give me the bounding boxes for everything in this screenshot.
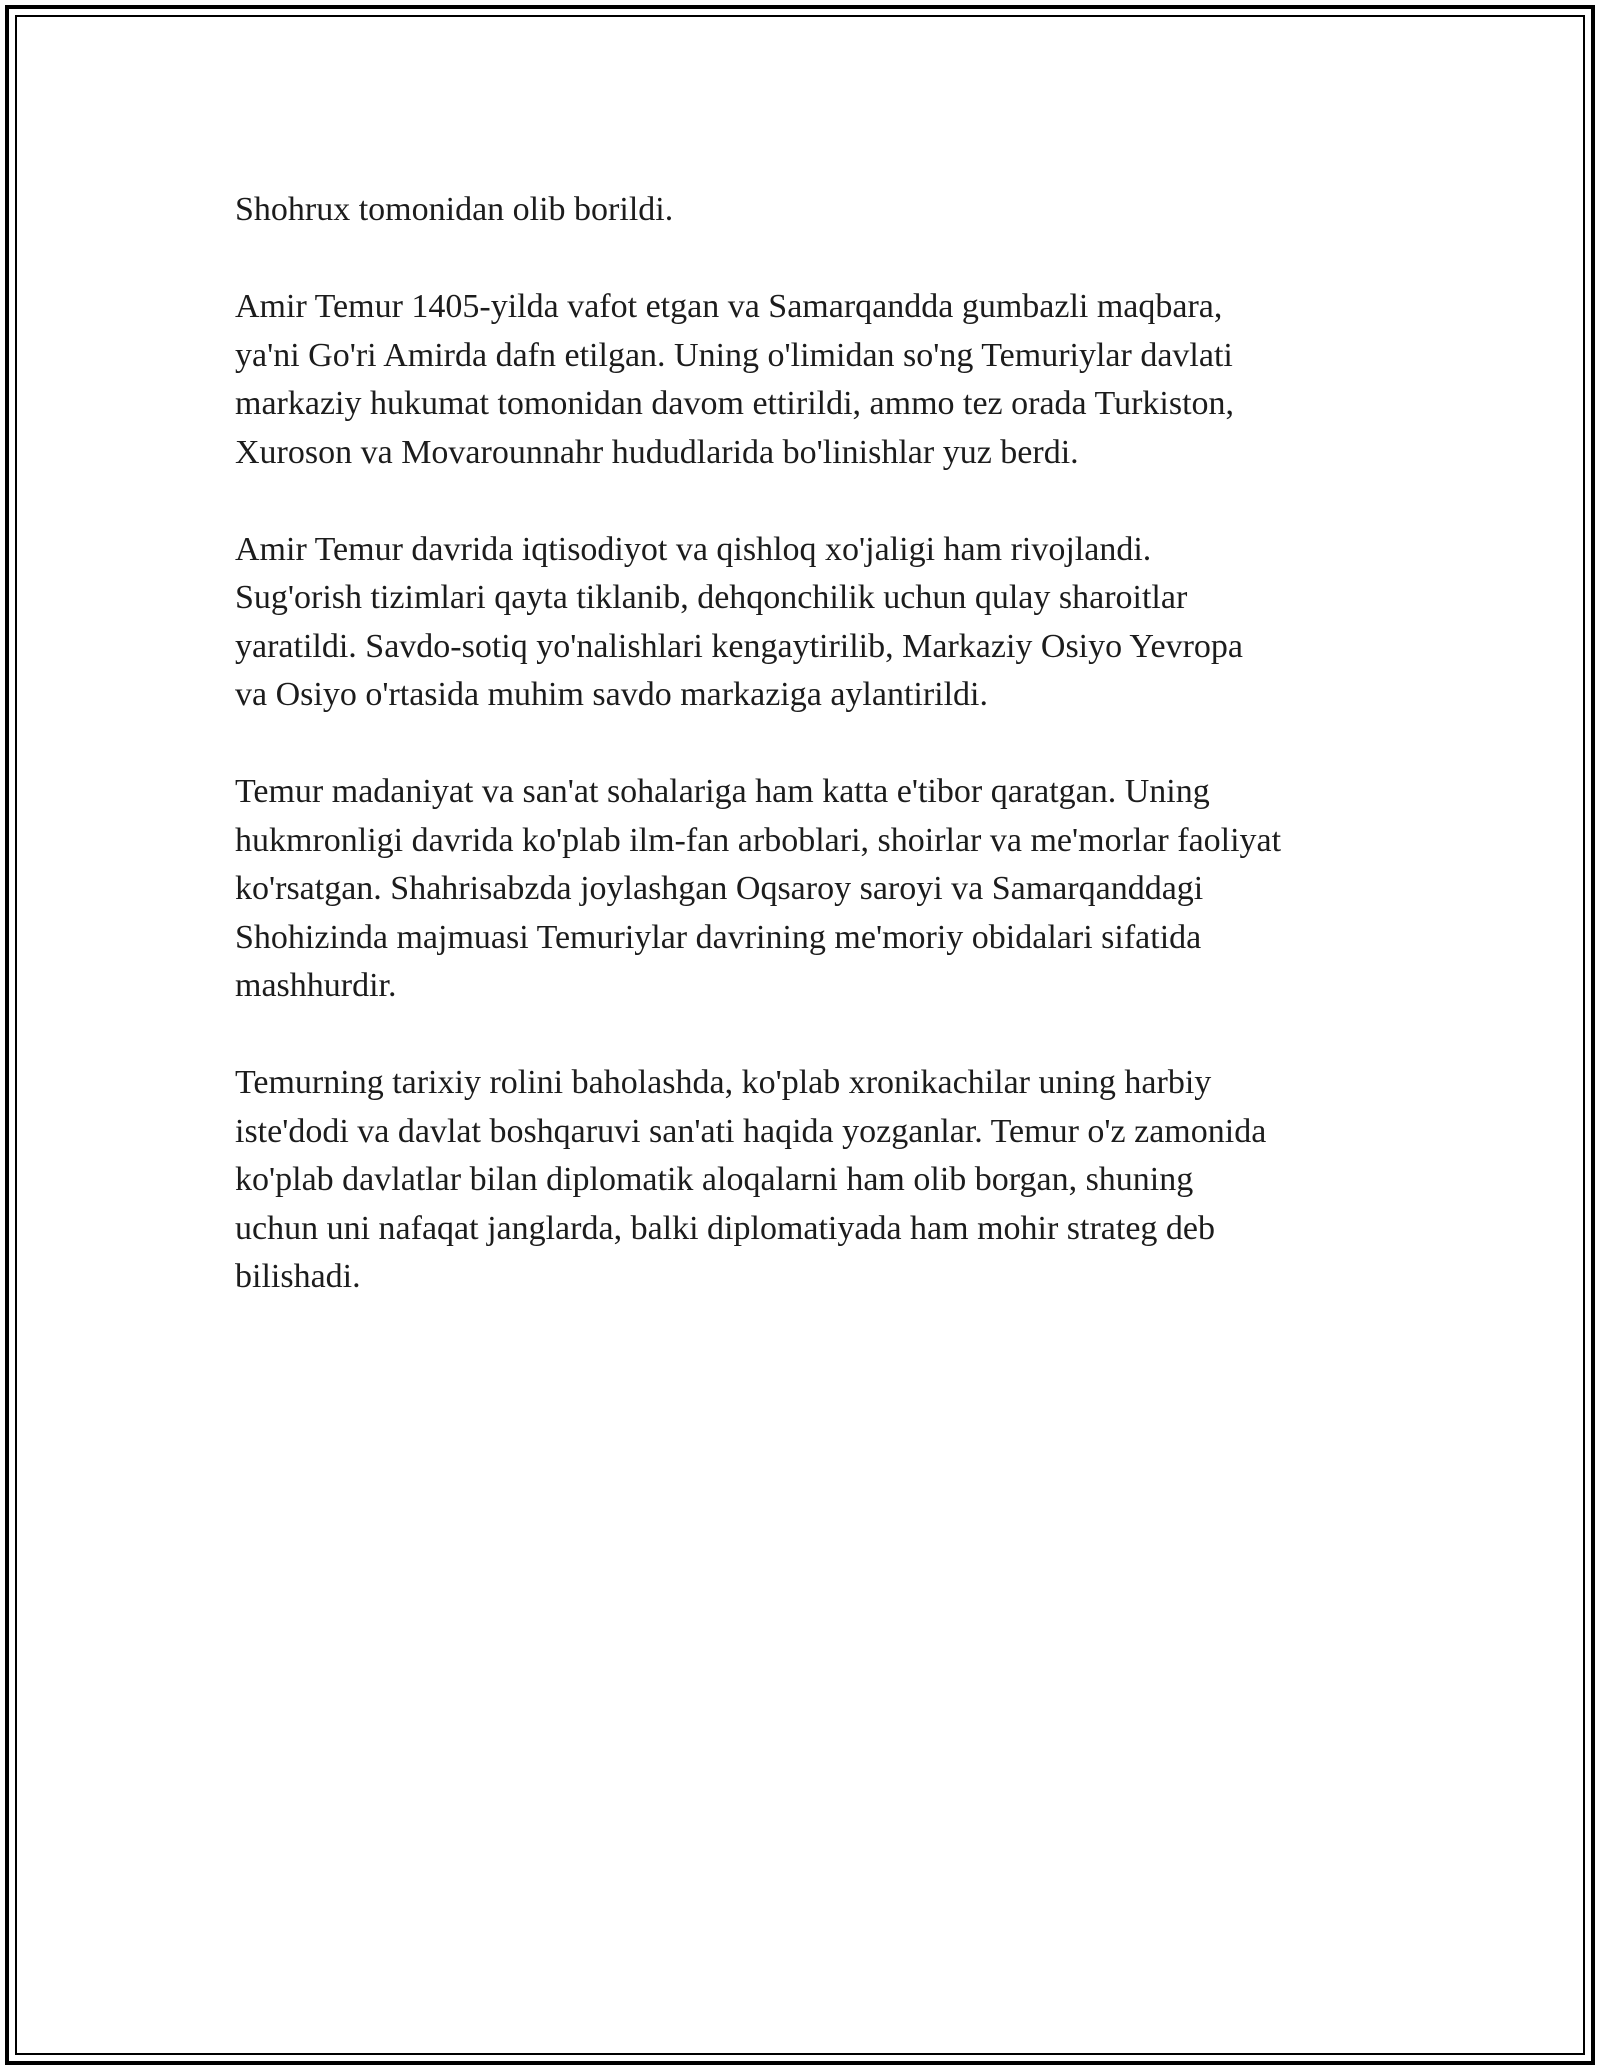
text-line: ko'plab davlatlar bilan diplomatik aloqalarni ham olib borgan, shuning bbox=[235, 1161, 1194, 1198]
text-line: Amir Temur davrida iqtisodiyot va qishloq xo'jaligi ham rivojlandi. bbox=[235, 530, 1152, 568]
text-line: yaratildi. Savdo-sotiq yo'nalishlari kengaytirilib, Markaziy Osiyo Yevropa bbox=[235, 627, 1244, 665]
text-line: mashhurdir. bbox=[235, 967, 397, 1004]
text-line: Shohizinda majmuasi Temuriylar davrining me'moriy obidalari sifatida bbox=[235, 918, 1202, 956]
paragraph-1 bbox=[235, 186, 1385, 235]
text-line: Temur madaniyat va san'at sohalariga ham katta e'tibor qaratgan. Uning bbox=[235, 773, 1210, 810]
paragraph-4 bbox=[235, 768, 1385, 1011]
text-line: bilishadi. bbox=[235, 1258, 361, 1295]
paragraph-2 bbox=[235, 283, 1385, 477]
text-line: ko'rsatgan. Shahrisabzda joylashgan Oqsaroy saroyi va Samarqanddagi bbox=[235, 870, 1204, 907]
paragraph-5 bbox=[235, 1059, 1385, 1302]
text-line: Amir Temur 1405-yilda vafot etgan va Samarqandda gumbazli maqbara, bbox=[235, 288, 1223, 325]
text-line: va Osiyo o'rtasida muhim savdo markaziga aylantirildi. bbox=[235, 676, 988, 713]
text-line: markaziy hukumat tomonidan davom ettirildi, ammo tez orada Turkiston, bbox=[235, 385, 1235, 422]
text-line: uchun uni nafaqat janglarda, balki diplomatiyada ham mohir strateg deb bbox=[235, 1209, 1216, 1247]
text-line: Temurning tarixiy rolini baholashda, ko'plab xronikachilar uning harbiy bbox=[235, 1064, 1212, 1101]
paragraph-3 bbox=[235, 526, 1385, 720]
text-line: ya'ni Go'ri Amirda dafn etilgan. Uning o'limidan so'ng Temuriylar davlati bbox=[235, 336, 1233, 374]
text-line: Sug'orish tizimlari qayta tiklanib, dehqonchilik uchun qulay sharoitlar bbox=[235, 579, 1188, 616]
text-line: hukmronligi davrida ko'plab ilm-fan arboblari, shoirlar va me'morlar faoliyat bbox=[235, 821, 1282, 859]
text-line: Xuroson va Movarounnahr hududlarida bo'linishlar yuz berdi. bbox=[235, 433, 1079, 471]
text-line: Shohrux tomonidan olib borildi. bbox=[235, 191, 674, 228]
document-body bbox=[235, 186, 1385, 1350]
text-line: iste'dodi va davlat boshqaruvi san'ati haqida yozganlar. Temur o'z zamonida bbox=[235, 1112, 1267, 1150]
